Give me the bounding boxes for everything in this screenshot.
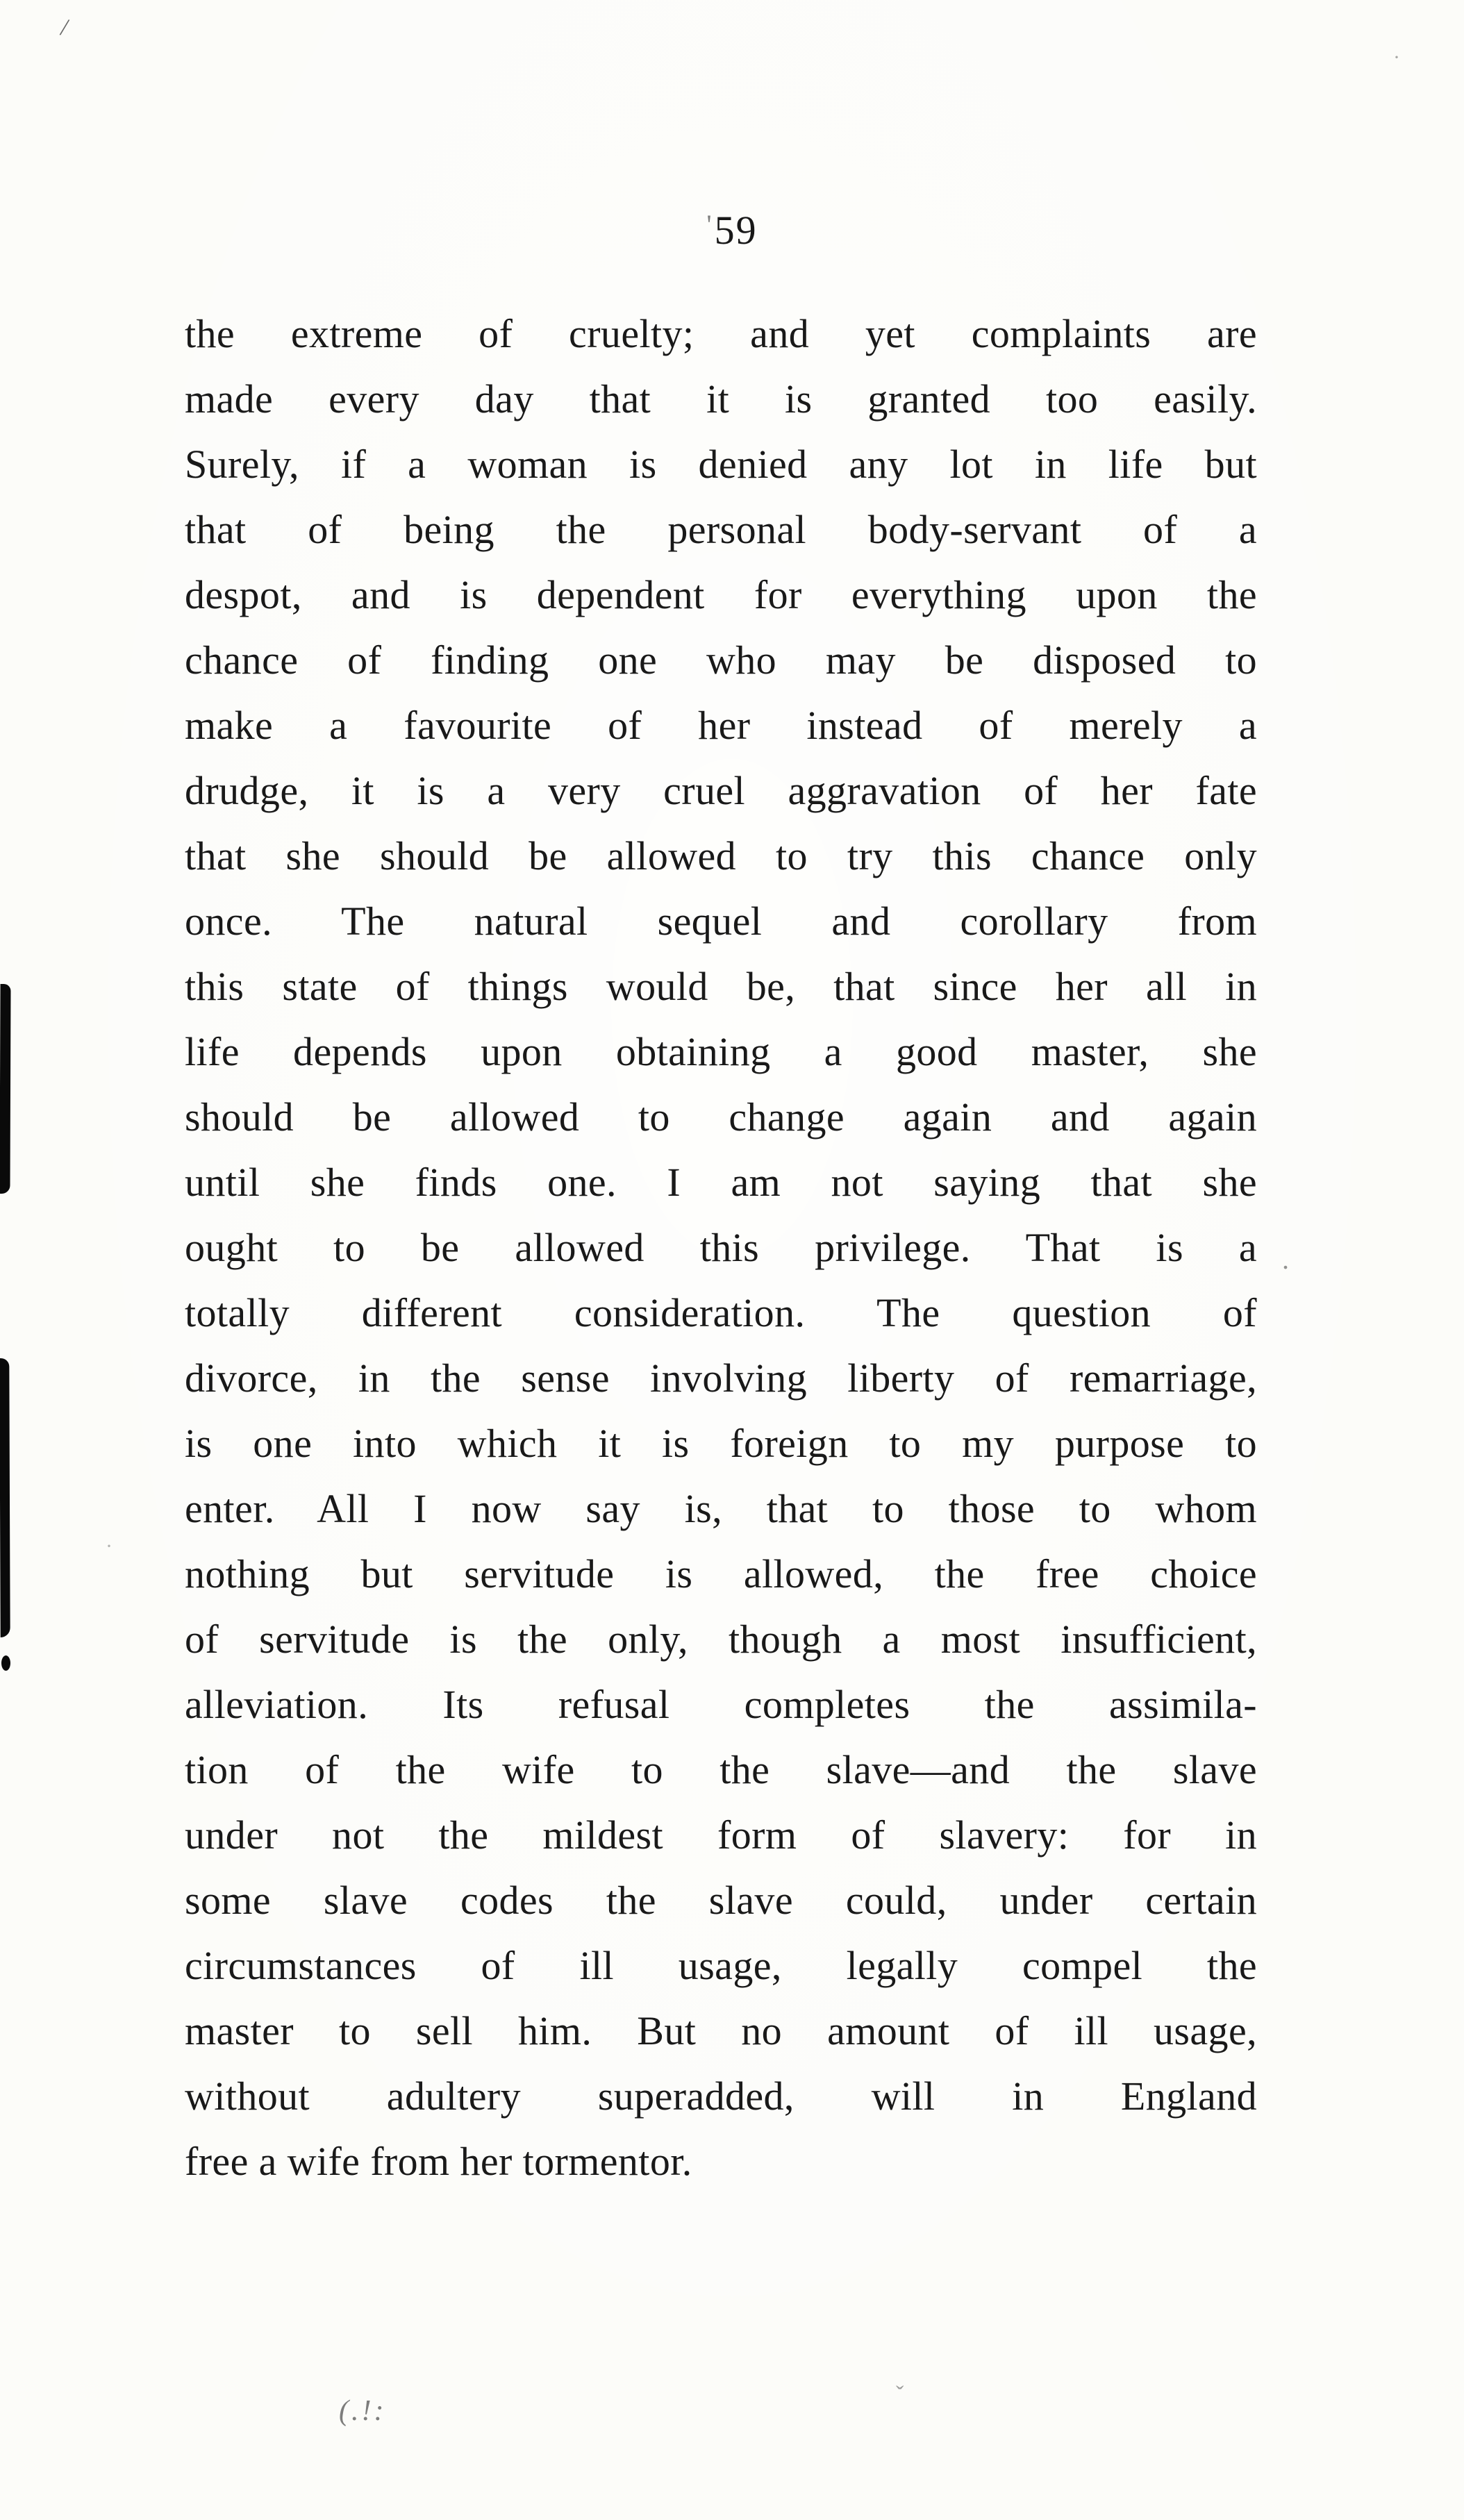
text-line: is one into which it is foreign to my purpose to [185,1421,1257,1466]
text-line: under not the mildest form of slavery: for in [185,1812,1257,1858]
text-line: totally different consideration. The question of [185,1290,1257,1335]
text-line: made every day that it is granted too easily. [185,376,1257,422]
page-number-tick: ' [706,209,713,240]
text-line: divorce, in the sense involving liberty of remarriage, [185,1355,1257,1401]
text-line: that of being the personal body-servant of a [185,507,1257,552]
text-line: tion of the wife to the slave—and the slave [185,1747,1257,1792]
ink-smudge-left-1 [0,984,11,1194]
page-number-text: 59 [714,208,758,253]
text-line: this state of things would be, that since her all in [185,964,1257,1009]
text-line: once. The natural sequel and corollary from [185,899,1257,944]
text-line: chance of finding one who may be disposed to [185,637,1257,683]
text-line: drudge, it is a very cruel aggravation of her fate [185,768,1257,813]
text-line: alleviation. Its refusal completes the assimila- [185,1682,1257,1727]
scan-mark-left-margin: · [106,1535,113,1558]
ink-smudge-left-2 [0,1358,10,1637]
text-line: of servitude is the only, though a most insufficient, [185,1617,1257,1662]
text-line: enter. All I now say is, that to those to whom [185,1486,1257,1531]
text-line: nothing but servitude is allowed, the free choice [185,1551,1257,1596]
text-line: Surely, if a woman is denied any lot in life but [185,442,1257,487]
text-line: life depends upon obtaining a good master, she [185,1029,1257,1074]
scan-mark-top-left: / [58,12,72,42]
scan-mark-top-right: · [1393,46,1400,69]
text-line: circumstances of ill usage, legally compel the [185,1943,1257,1988]
text-line: despot, and is dependent for everything upon the [185,572,1257,617]
page-text [185,301,1257,2194]
scan-mark-right-margin: . [1282,1244,1289,1275]
text-line: should be allowed to change again and again [185,1094,1257,1140]
text-line: ought to be allowed this privilege. That is a [185,1225,1257,1270]
text-line: that she should be allowed to try this chance only [185,833,1257,878]
text-line: master to sell him. But no amount of ill usage, [185,2008,1257,2053]
ink-smudge-dot [1,1655,10,1671]
text-line: until she finds one. I am not saying that she [185,1160,1257,1205]
text-line: make a favourite of her instead of merely a [185,703,1257,748]
text-line: free a wife from her tormentor. [185,2139,692,2184]
text-line: some slave codes the slave could, under certain [185,1878,1257,1923]
scan-mark-bottom-left: (.!: [339,2395,387,2427]
page-number [0,207,1464,253]
text-line: without adultery superadded, will in England [185,2073,1257,2119]
scan-mark-bottom-right: ˇ [896,2382,904,2408]
text-line: the extreme of cruelty; and yet complaints are [185,311,1257,356]
